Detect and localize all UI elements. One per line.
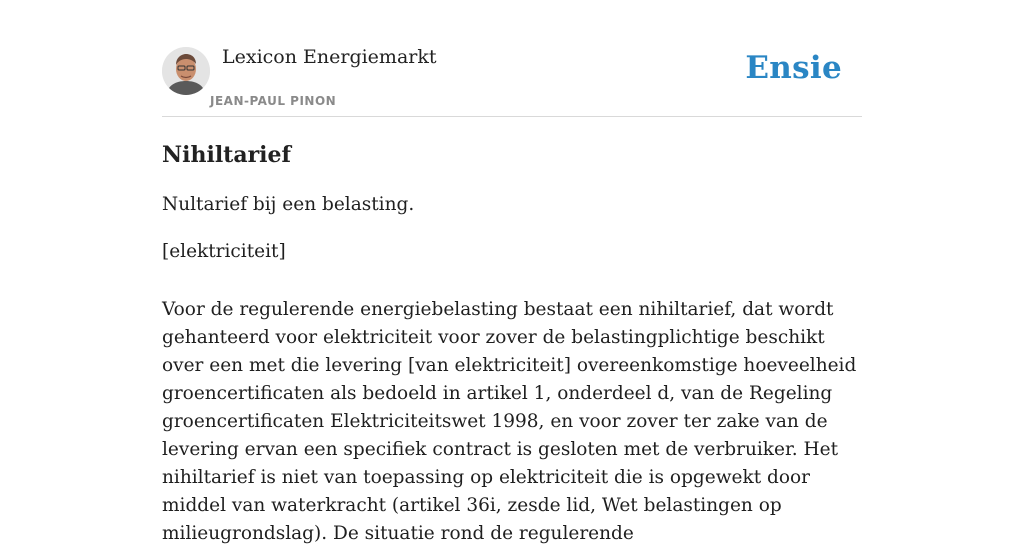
entry-body: Voor de regulerende energiebelasting bestaat een nihiltarief, dat wordt gehanteerd voor elektriciteit voor zover de belastingplichtige beschikt over een met die levering [van elektriciteit] overeenkomstige hoeveelheid groencertificaten als bedoeld in artikel 1, onderdeel d, van de Regeling groencertificaten Elektriciteitswet 1998, en voor zover ter zake van de levering ervan een specifiek contract is gesloten met de verbruiker. Het nihiltarief is niet van toepassing op elektriciteit die is opgewekt door middel van waterkracht (artikel 36i, zesde lid, Wet belastingen op milieugrondslag). De situatie rond de regulerende [162,299,857,544]
lexicon-title[interactable]: Lexicon Energiemarkt [222,46,437,68]
author-avatar[interactable] [162,47,210,95]
ensie-logo[interactable]: Ensie [745,50,842,86]
entry-content [162,140,862,544]
entry-summary: Nultarief bij een belasting. [162,194,415,215]
header [162,0,862,117]
entry-title: Nihiltarief [162,142,292,168]
entry-category: [elektriciteit] [162,241,286,262]
page [162,0,862,544]
author-name[interactable]: JEAN-PAUL PINON [210,94,337,108]
avatar-portrait-icon [162,47,210,95]
